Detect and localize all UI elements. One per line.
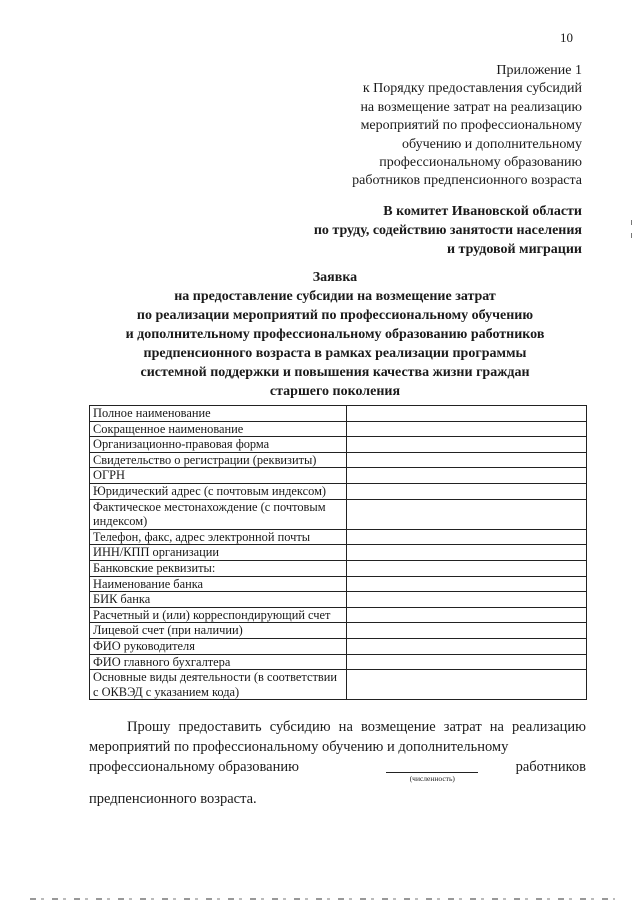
row-label: Телефон, факс, адрес электронной почты bbox=[90, 529, 347, 545]
row-value-cell[interactable] bbox=[347, 437, 587, 453]
addressee-line: по труду, содействию занятости населения bbox=[313, 223, 582, 238]
table-row bbox=[90, 421, 587, 437]
table-row bbox=[90, 483, 587, 499]
appendix-block bbox=[222, 62, 582, 191]
request-text-middle: профессиональному образованию bbox=[89, 759, 299, 775]
request-paragraph bbox=[89, 717, 586, 809]
scan-bottom-artifact bbox=[30, 898, 615, 900]
table-row bbox=[90, 592, 587, 608]
request-text-end: предпенсионного возраста. bbox=[89, 791, 257, 807]
request-text-start: Прошу предоставить субсидию на возмещение затрат на реализацию мероприятий по профессиональному обучению и дополнительному bbox=[89, 719, 586, 755]
appendix-line: работников предпенсионного возраста bbox=[352, 173, 582, 189]
appendix-line: мероприятий по профессиональному bbox=[360, 118, 582, 134]
table-row bbox=[90, 437, 587, 453]
title-line: по реализации мероприятий по профессиональному обучению bbox=[136, 308, 534, 323]
table-row bbox=[90, 670, 587, 700]
table-row bbox=[90, 576, 587, 592]
row-value-cell[interactable] bbox=[347, 670, 587, 700]
row-label: Лицевой счет (при наличии) bbox=[90, 623, 347, 639]
headcount-blank-line[interactable] bbox=[386, 757, 478, 773]
table-row bbox=[90, 623, 587, 639]
table-row bbox=[90, 452, 587, 468]
table-row bbox=[90, 468, 587, 484]
table-row bbox=[90, 406, 587, 422]
appendix-line: к Порядку предоставления субсидий bbox=[362, 81, 582, 97]
request-line-with-blank bbox=[89, 757, 586, 783]
row-value-cell[interactable] bbox=[347, 576, 587, 592]
row-label: Банковские реквизиты: bbox=[90, 560, 347, 576]
row-label: Основные виды деятельности (в соответствии с ОКВЭД с указанием кода) bbox=[90, 670, 347, 700]
row-value-cell[interactable] bbox=[347, 483, 587, 499]
title-line: системной поддержки и повышения качества жизни граждан bbox=[140, 365, 530, 380]
row-label: Свидетельство о регистрации (реквизиты) bbox=[90, 452, 347, 468]
table-row bbox=[90, 654, 587, 670]
appendix-line: обучению и дополнительному bbox=[402, 136, 582, 152]
row-label: ОГРН bbox=[90, 468, 347, 484]
table-row bbox=[90, 499, 587, 529]
row-label: Расчетный и (или) корреспондирующий счет bbox=[90, 607, 347, 623]
row-label: Сокращенное наименование bbox=[90, 421, 347, 437]
row-value-cell[interactable] bbox=[347, 406, 587, 422]
table-row bbox=[90, 638, 587, 654]
row-value-cell[interactable] bbox=[347, 468, 587, 484]
appendix-line: на возмещение затрат на реализацию bbox=[360, 99, 582, 115]
title-heading: Заявка bbox=[312, 270, 358, 285]
row-label: Организационно-правовая форма bbox=[90, 437, 347, 453]
row-label: Фактическое местонахождение (с почтовым индексом) bbox=[90, 499, 347, 529]
addressee-line: и трудовой миграции bbox=[446, 242, 582, 257]
request-text-right: работников bbox=[515, 759, 586, 775]
row-value-cell[interactable] bbox=[347, 607, 587, 623]
appendix-line: Приложение 1 bbox=[496, 63, 582, 78]
row-value-cell[interactable] bbox=[347, 545, 587, 561]
headcount-caption: (численность) bbox=[409, 774, 455, 783]
title-line: на предоставление субсидии на возмещение затрат bbox=[174, 289, 496, 304]
addressee-line: В комитет Ивановской области bbox=[383, 204, 582, 219]
row-value-cell[interactable] bbox=[347, 560, 587, 576]
row-value-cell[interactable] bbox=[347, 592, 587, 608]
addressee-block bbox=[222, 202, 582, 259]
row-value-cell[interactable] bbox=[347, 638, 587, 654]
row-value-cell[interactable] bbox=[347, 654, 587, 670]
row-label: Юридический адрес (с почтовым индексом) bbox=[90, 483, 347, 499]
row-value-cell[interactable] bbox=[347, 499, 587, 529]
row-label: БИК банка bbox=[90, 592, 347, 608]
title-line: и дополнительному профессиональному образованию работников bbox=[125, 327, 545, 342]
table-row bbox=[90, 545, 587, 561]
document-title bbox=[95, 268, 575, 401]
table-row bbox=[90, 529, 587, 545]
table-row bbox=[90, 607, 587, 623]
row-value-cell[interactable] bbox=[347, 421, 587, 437]
row-value-cell[interactable] bbox=[347, 623, 587, 639]
row-label: ФИО руководителя bbox=[90, 638, 347, 654]
title-line: старшего поколения bbox=[269, 384, 401, 399]
application-form-table bbox=[89, 405, 587, 700]
row-value-cell[interactable] bbox=[347, 452, 587, 468]
appendix-line: профессиональному образованию bbox=[379, 155, 582, 171]
row-label: ИНН/КПП организации bbox=[90, 545, 347, 561]
row-label: ФИО главного бухгалтера bbox=[90, 654, 347, 670]
headcount-blank bbox=[386, 757, 478, 783]
title-line: предпенсионного возраста в рамках реализации программы bbox=[143, 346, 527, 361]
row-label: Наименование банка bbox=[90, 576, 347, 592]
table-row bbox=[90, 560, 587, 576]
row-value-cell[interactable] bbox=[347, 529, 587, 545]
margin-scan-mark bbox=[631, 220, 632, 250]
row-label: Полное наименование bbox=[90, 406, 347, 422]
page-number: 10 bbox=[560, 30, 573, 45]
